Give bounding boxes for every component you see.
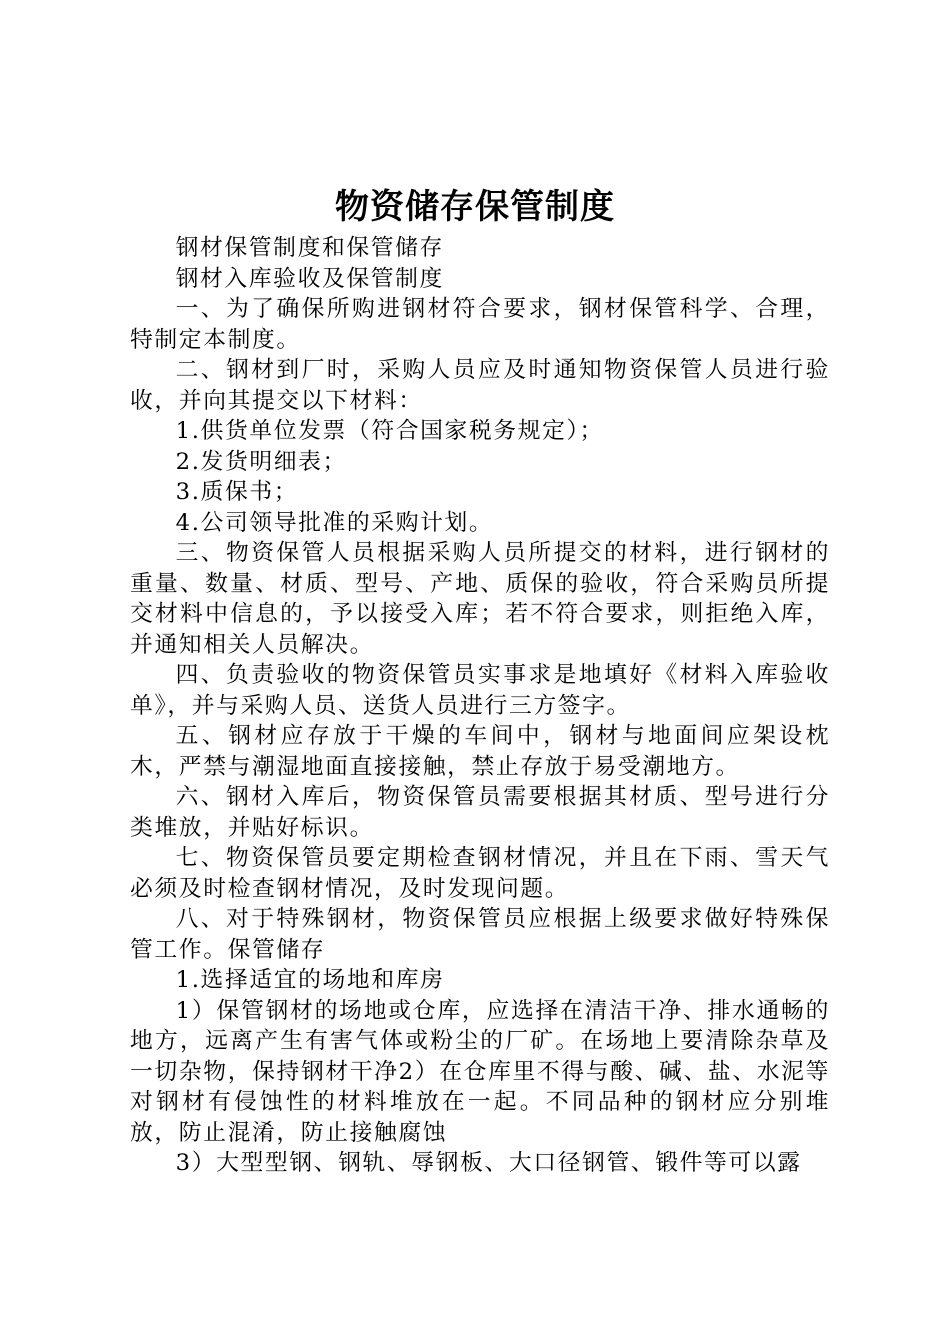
- paragraph: 六、钢材入库后，物资保管员需要根据其材质、型号进行分类堆放，并贴好标识。: [130, 784, 830, 841]
- paragraph: 1.供货单位发票（符合国家税务规定）；: [175, 418, 604, 444]
- paragraph: 三、物资保管人员根据采购人员所提交的材料，进行钢材的重量、数量、材质、型号、产地、质保的验收，符合采购员所提交材料中信息的，予以接受入库；若不符合要求，则拒绝入库，并通知相关人员解决。: [130, 540, 830, 658]
- paragraph: 四、负责验收的物资保管员实事求是地填好《材料入库验收单》，并与采购人员、送货人员进行三方签字。: [130, 662, 830, 719]
- paragraph: 一、为了确保所购进钢材符合要求，钢材保管科学、合理，特制定本制度。: [130, 296, 830, 353]
- paragraph: 五、钢材应存放于干燥的车间中，钢材与地面间应架设枕木，严禁与潮湿地面直接接触，禁止存放于易受潮地方。: [130, 723, 830, 780]
- paragraph: 3）大型型钢、钢轨、辱钢板、大口径钢管、锻件等可以露: [175, 1150, 802, 1176]
- paragraph: 1）保管钢材的场地或仓库，应选择在清洁干净、排水通畅的地方，远离产生有害气体或粉尘的厂矿。在场地上要清除杂草及一切杂物，保持钢材干净2）在仓库里不得与酸、碱、盐、水泥等对钢材有侵蚀性的材料堆放在一起。不同品种的钢材应分别堆放，防止混淆，防止接触腐蚀: [130, 997, 830, 1146]
- paragraph: 钢材入库验收及保管制度: [175, 265, 444, 292]
- paragraph: 4.公司领导批准的采购计划。: [175, 509, 494, 536]
- document-title: 物资储存保管制度: [335, 187, 615, 227]
- document-body: [130, 233, 830, 1179]
- paragraph: 二、钢材到厂时，采购人员应及时通知物资保管人员进行验收，并向其提交以下材料：: [130, 357, 830, 414]
- paragraph: 1.选择适宜的场地和库房: [175, 967, 445, 993]
- paragraph: 八、对于特殊钢材，物资保管员应根据上级要求做好特殊保管工作。保管储存: [130, 906, 830, 963]
- paragraph: 七、物资保管员要定期检查钢材情况，并且在下雨、雪天气必须及时检查钢材情况，及时发现问题。: [130, 845, 830, 902]
- paragraph: 3.质保书；: [175, 479, 299, 505]
- paragraph: 钢材保管制度和保管储存: [175, 235, 444, 261]
- paragraph: 2.发货明细表；: [175, 448, 347, 475]
